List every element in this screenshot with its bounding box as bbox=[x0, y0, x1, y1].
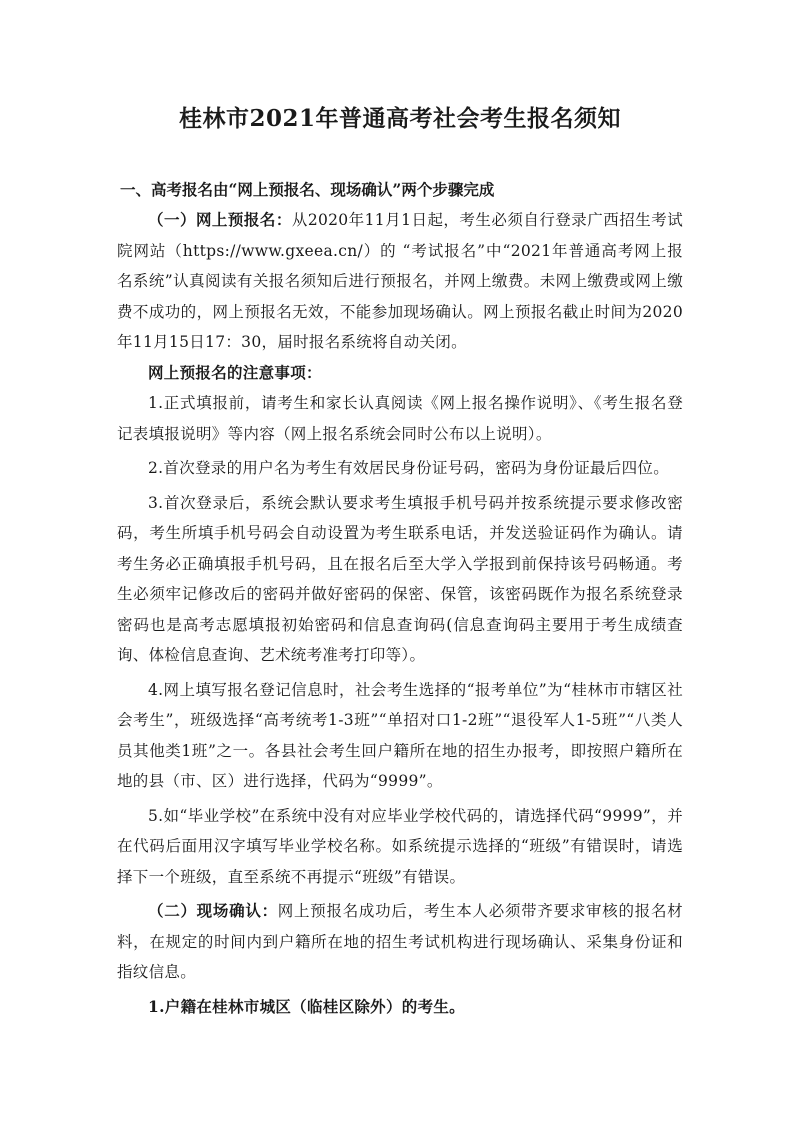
note-item-4: 4.网上填写报名登记信息时，社会考生选择的“报考单位”为“桂林市市辖区社会考生”，班级选择“高考统考1-3班”“单招对口1-2班”“退役军人1-5班”“八类人员其他类1班”之一。各县社会考生回户籍所在地的招生办报考，即按照户籍所在地的县（市、区）进行选择，代码为“9999”。 bbox=[117, 680, 683, 790]
onsite-confirm-text: 网上预报名成功后，考生本人必须带齐要求审核的报名材料，在规定的时间内到户籍所在地的招生考试机构进行现场确认、采集身份证和指纹信息。 bbox=[117, 902, 683, 981]
document-title: 桂林市2021年普通高考社会考生报名须知 bbox=[178, 105, 621, 132]
paragraph-online-prereg bbox=[117, 205, 683, 358]
note-item-2: 2.首次登录的用户名为考生有效居民身份证号码，密码为身份证最后四位。 bbox=[148, 459, 669, 477]
section-heading-steps: 一、高考报名由“网上预报名、现场确认”两个步骤完成 bbox=[120, 180, 495, 199]
notes-heading: 网上预报名的注意事项： bbox=[148, 362, 322, 382]
note-item-1: 1.正式填报前，请考生和家长认真阅读《网上报名操作说明》、《考生报名登记表填报说明》等内容（网上报名系统会同时公布以上说明）。 bbox=[117, 394, 683, 443]
paragraph-onsite-confirm bbox=[117, 896, 683, 988]
note-item-3: 3.首次登录后，系统会默认要求考生填报手机号码并按系统提示要求修改密码，考生所填手机号码会自动设置为考生联系电话，并发送验证码作为确认。请考生务必正确填报手机号码，且在报名后至大学入学报到前保持该号码畅通。考生必须牢记修改后的密码并做好密码的保密、保管，该密码既作为报名系统登录密码也是高考志愿填报初始密码和信息查询码(信息查询码主要用于考生成绩查询、体检信息查询、艺术统考准考打印等）。 bbox=[117, 493, 683, 664]
item-hukou-guilin: 1.户籍在桂林市城区（临桂区除外）的考生。 bbox=[148, 996, 465, 1016]
note-item-5: 5.如“毕业学校”在系统中没有对应毕业学校代码的，请选择代码“9999”，并在代码后面用汉字填写毕业学校名称。如系统提示选择的“班级”有错误时，请选择下一个班级，直至系统不再提示“班级”有错误。 bbox=[117, 806, 683, 886]
onsite-confirm-label: （二）现场确认： bbox=[148, 901, 278, 920]
online-prereg-text: 从2020年11月1日起，考生必须自行登录广西招生考试院网站（https://www.gxeea.cn/）的 “考试报名”中“2021年普通高考网上报名系统”认真阅读有关报名须知后进行预报名，并网上缴费。未网上缴费或网上缴费不成功的，网上预报名无效，不能参加现场确认。网上预报名截止时间为2020年11月15日17：30，届时报名系统将自动关闭。 bbox=[117, 211, 683, 351]
online-prereg-label: （一）网上预报名： bbox=[148, 210, 292, 229]
